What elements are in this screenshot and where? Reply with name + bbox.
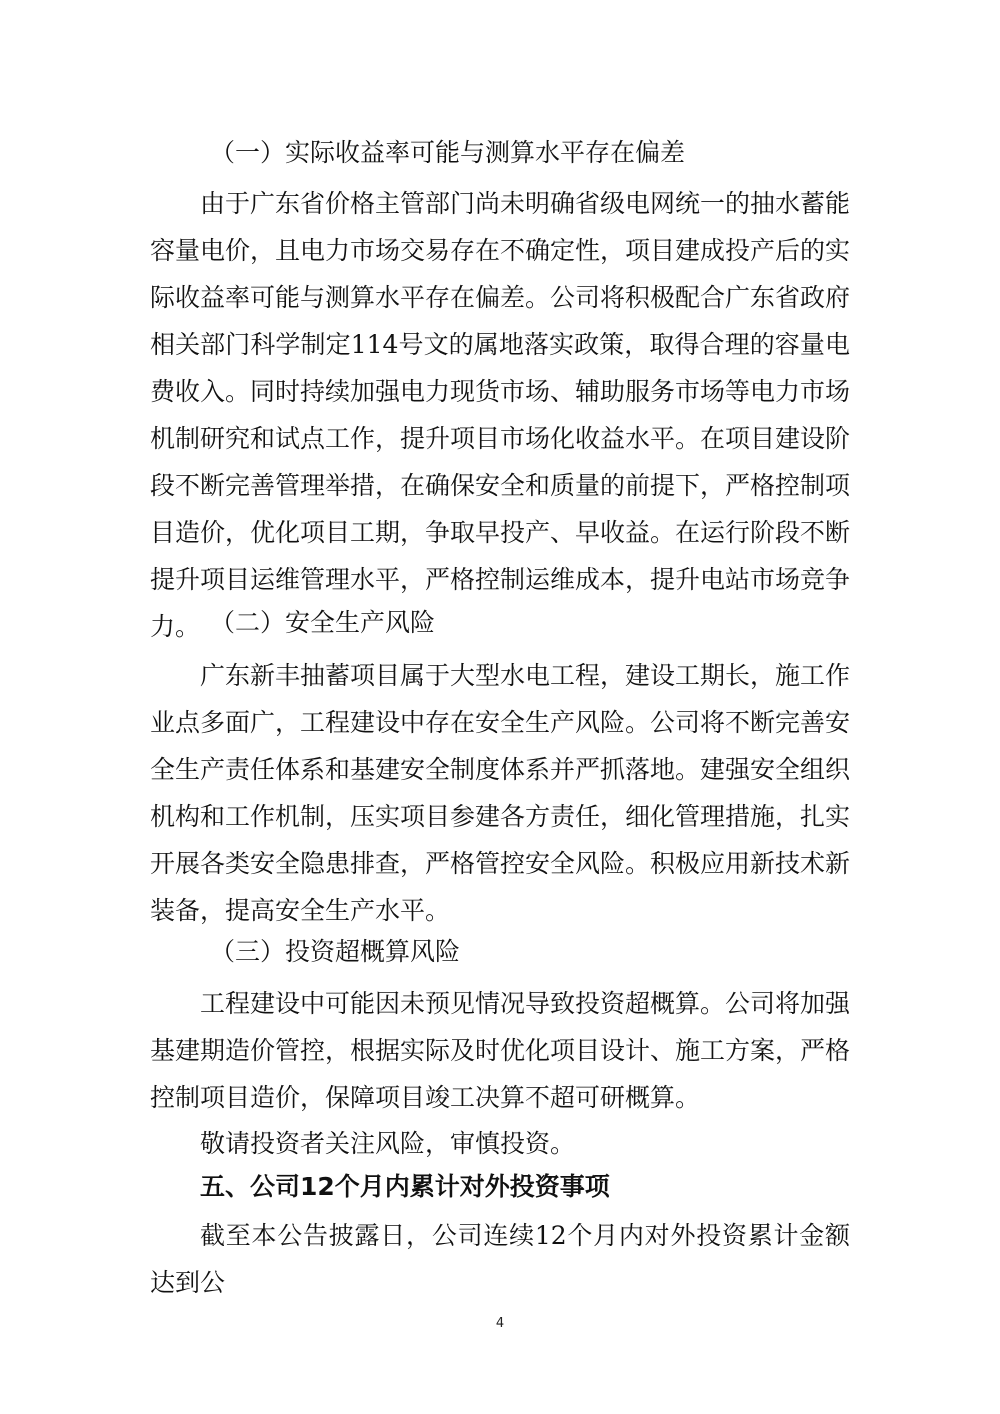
section-heading-5: 五、公司12个月内累计对外投资事项 bbox=[200, 1172, 610, 1201]
paragraph-2: 广东新丰抽蓄项目属于大型水电工程，建设工期长，施工作业点多面广，工程建设中存在安全生产风险。公司将不断完善安全生产责任体系和基建安全制度体系并严抓落地。建强安全组织机构和工作机制，压实项目参建各方责任，细化管理措施，扎实开展各类安全隐患排查，严格管控安全风险。积极应用新技术新装备，提高安全生产水平。 bbox=[150, 661, 851, 925]
page-number: 4 bbox=[495, 1316, 505, 1331]
paragraph-4: 敬请投资者关注风险，审慎投资。 bbox=[200, 1129, 576, 1158]
paragraph-5: 截至本公告披露日，公司连续12个月内对外投资累计金额达到公 bbox=[150, 1221, 850, 1297]
subsection-heading-3: （三）投资超概算风险 bbox=[210, 937, 461, 966]
subsection-heading-1: （一）实际收益率可能与测算水平存在偏差 bbox=[210, 138, 686, 167]
paragraph-3: 工程建设中可能因未预见情况导致投资超概算。公司将加强基建期造价管控，根据实际及时优化项目设计、施工方案，严格控制项目造价，保障项目竣工决算不超可研概算。 bbox=[150, 989, 851, 1112]
paragraph-1: 由于广东省价格主管部门尚未明确省级电网统一的抽水蓄能容量电价，且电力市场交易存在不确定性，项目建成投产后的实际收益率可能与测算水平存在偏差。公司将积极配合广东省政府相关部门科学制定114号文的属地落实政策，取得合理的容量电费收入。同时持续加强电力现货市场、辅助服务市场等电力市场机制研究和试点工作，提升项目市场化收益水平。在项目建设阶段不断完善管理举措，在确保安全和质量的前提下，严格控制项目造价，优化项目工期，争取早投产、早收益。在运行阶段不断提升项目运维管理水平，严格控制运维成本，提升电站市场竞争力。 bbox=[150, 189, 851, 641]
subsection-heading-2: （二）安全生产风险 bbox=[210, 608, 436, 637]
